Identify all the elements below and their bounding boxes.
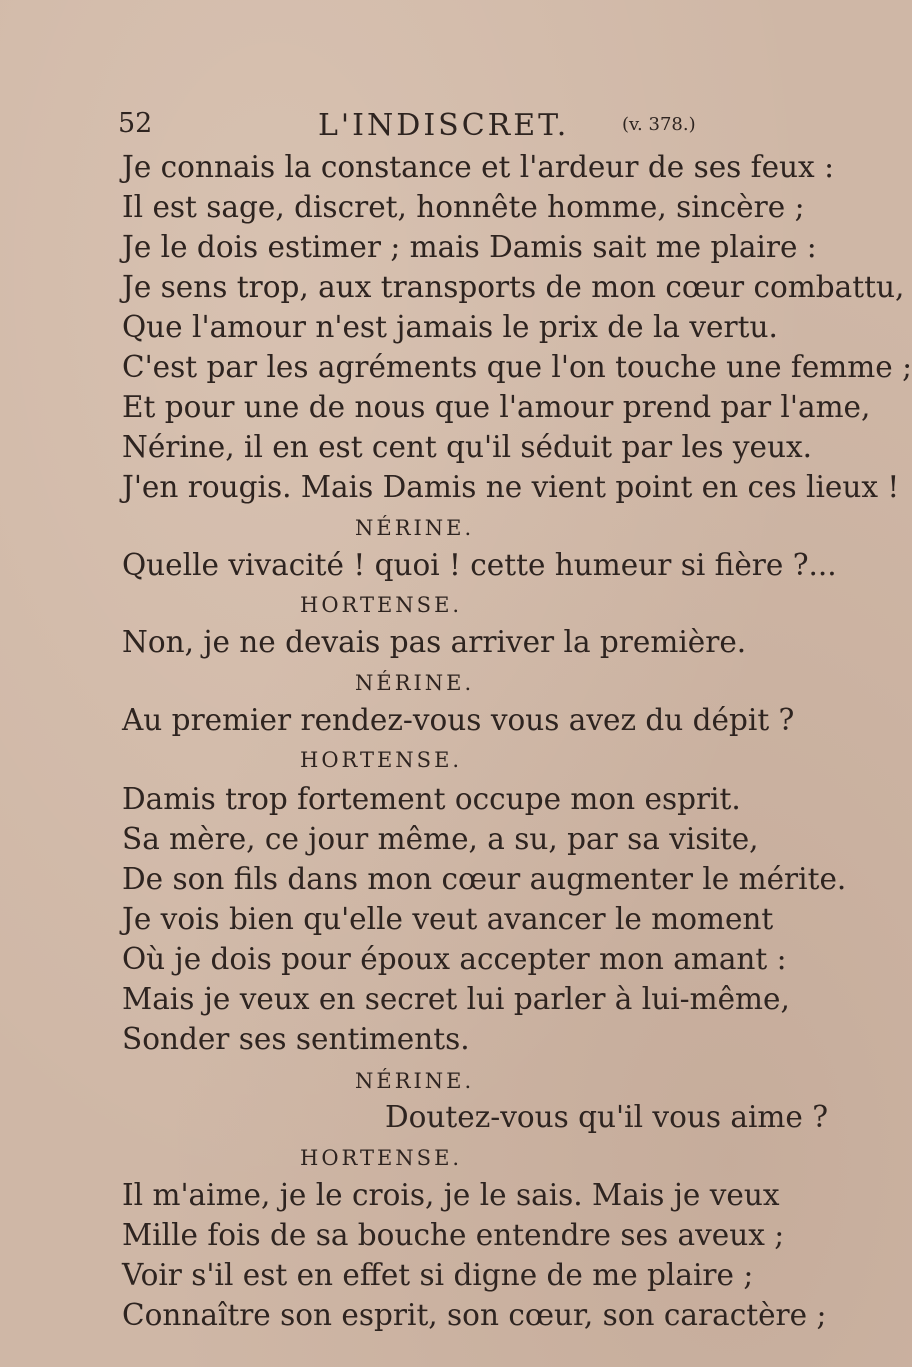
verse-line: Damis trop fortement occupe mon esprit. [122,782,741,816]
speaker-name: HORTENSE. [300,748,463,772]
verse-line: Je le dois estimer ; mais Damis sait me plaire : [122,230,817,264]
verse-line: Je sens trop, aux transports de mon cœur combattu, [122,270,905,304]
speaker-name: NÉRINE. [355,516,475,540]
speaker-name: NÉRINE. [355,671,475,695]
speaker-name: HORTENSE. [300,1146,463,1170]
verse-line: Mais je veux en secret lui parler à lui-même, [122,982,790,1016]
verse-line: Quelle vivacité ! quoi ! cette humeur si fière ?... [122,548,837,582]
verse-line: Non, je ne devais pas arriver la première. [122,625,747,659]
verse-line: Au premier rendez-vous vous avez du dépit ? [122,703,795,737]
verse-line: Il m'aime, je le crois, je le sais. Mais je veux [122,1178,780,1212]
verse-line: Mille fois de sa bouche entendre ses aveux ; [122,1218,785,1252]
verse-line: Que l'amour n'est jamais le prix de la vertu. [122,310,778,344]
verse-reference: (v. 378.) [622,114,696,135]
verse-line: Voir s'il est en effet si digne de me plaire ; [122,1258,754,1292]
verse-line: Connaître son esprit, son cœur, son caractère ; [122,1298,827,1332]
verse-line: Et pour une de nous que l'amour prend par l'ame, [122,390,871,424]
verse-line: Doutez-vous qu'il vous aime ? [385,1100,829,1134]
verse-line: C'est par les agréments que l'on touche une femme ; [122,350,912,384]
page-header [0,108,800,148]
verse-line: Je connais la constance et l'ardeur de ses feux : [122,150,835,184]
speaker-name: NÉRINE. [355,1069,475,1093]
verse-line: Où je dois pour époux accepter mon amant : [122,942,787,976]
verse-line: De son fils dans mon cœur augmenter le mérite. [122,862,847,896]
verse-line: Nérine, il en est cent qu'il séduit par les yeux. [122,430,813,464]
speaker-name: HORTENSE. [300,593,463,617]
verse-line: Je vois bien qu'elle veut avancer le moment [122,902,774,936]
page-number: 52 [118,108,153,139]
verse-line: J'en rougis. Mais Damis ne vient point en ces lieux ! [122,470,900,504]
verse-line: Sonder ses sentiments. [122,1022,470,1056]
running-title: L'INDISCRET. [318,108,570,143]
verse-line: Il est sage, discret, honnête homme, sincère ; [122,190,805,224]
verse-line: Sa mère, ce jour même, a su, par sa visite, [122,822,759,856]
